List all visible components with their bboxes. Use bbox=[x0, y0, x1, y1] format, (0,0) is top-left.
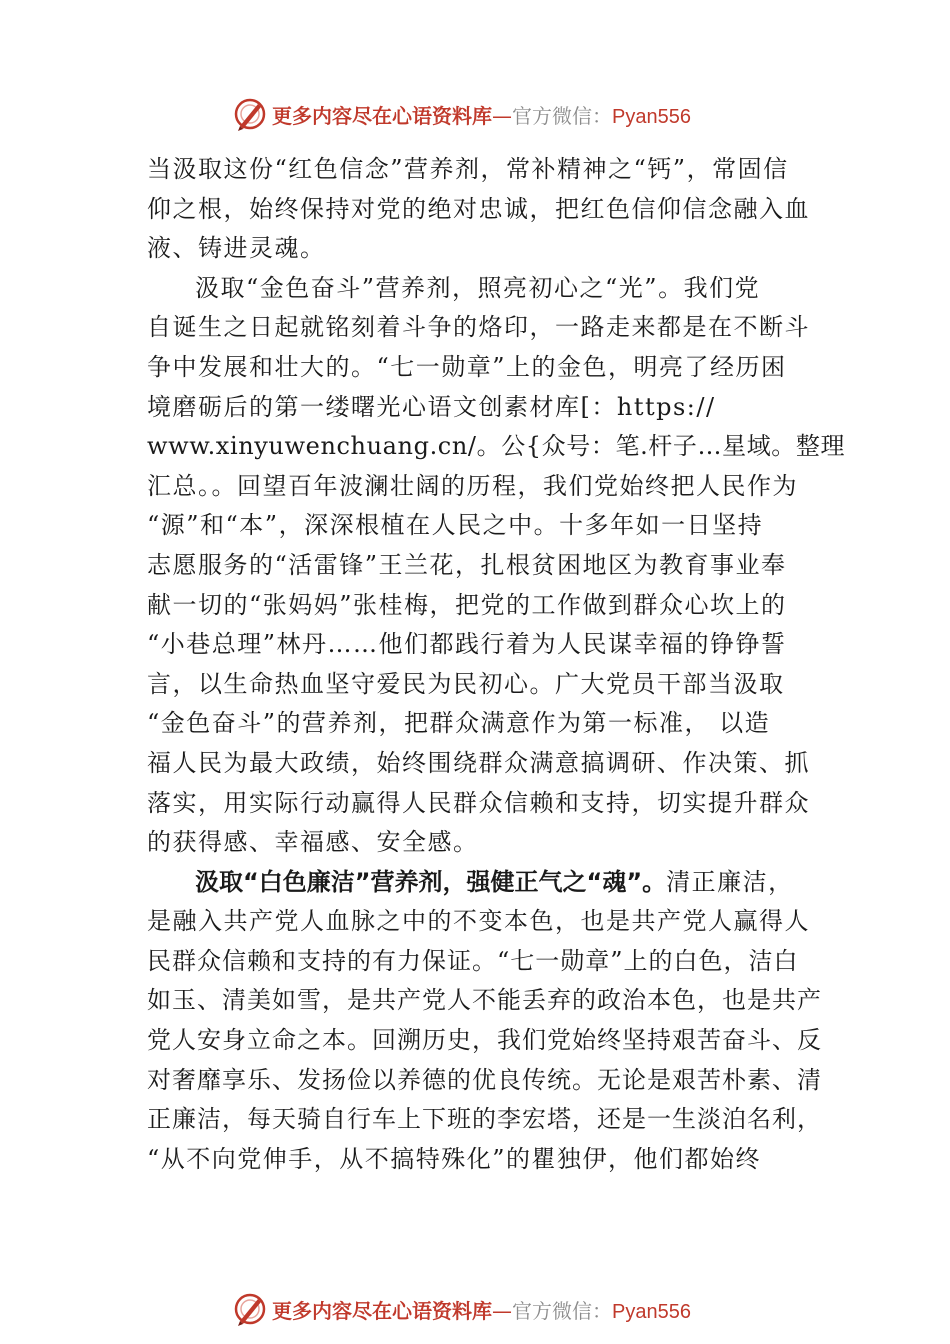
footer-wechat-label: 官方微信： bbox=[512, 1298, 612, 1323]
text-line: 志愿服务的“活雷锋”王兰花，扎根贫困地区为教育事业奉 bbox=[147, 550, 787, 579]
footer-wechat-id: Pyan556 bbox=[612, 1300, 691, 1323]
text-line: 言，以生命热血坚守爱民为民初心。广大党员干部当汲取 bbox=[147, 669, 785, 698]
text-line: 正廉洁，每天骑自行车上下班的李宏塔，还是一生淡泊名利， bbox=[147, 1105, 822, 1134]
text-line: 仰之根，始终保持对党的绝对忠诚，把红色信仰信念融入血 bbox=[147, 194, 810, 223]
text-line: www.xinyuwenchuang.cn/。公{众号：笔.杆子…星域。整理 bbox=[147, 432, 846, 461]
text-line: 福人民为最大政绩，始终围绕群众满意搞调研、作决策、抓 bbox=[147, 748, 810, 777]
pen-circle-logo-icon bbox=[232, 96, 268, 132]
text-line: 如玉、清美如雪，是共产党人不能丢弃的政治本色，也是共产 bbox=[147, 986, 822, 1015]
text-line: 的获得感、幸福感、安全感。 bbox=[147, 828, 479, 857]
paragraph-start: 汲取“金色奋斗”营养剂，照亮初心之“光”。我们党 bbox=[195, 273, 761, 302]
paragraph-start bbox=[147, 863, 827, 903]
text-line: 汇总。。回望百年波澜壮阔的历程，我们党始终把人民作为 bbox=[147, 471, 798, 500]
text-line: 民群众信赖和支持的有力保证。“七一勋章”上的白色，洁白 bbox=[147, 946, 799, 975]
text-line: “源”和“本”，深深根植在人民之中。十多年如一日坚持 bbox=[147, 511, 764, 540]
text-line: “小巷总理”林丹……他们都践行着为人民谋幸福的铮铮誓 bbox=[147, 630, 787, 659]
text-line: 党人安身立命之本。回溯历史，我们党始终坚持艰苦奋斗、反 bbox=[147, 1026, 822, 1055]
text-line: 是融入共产党人血脉之中的不变本色，也是共产党人赢得人 bbox=[147, 907, 810, 936]
heading-continuation: 清正廉洁， bbox=[666, 867, 794, 896]
text-line: “金色奋斗”的营养剂，把群众满意作为第一标准， 以造 bbox=[147, 709, 771, 738]
header-wechat-id: Pyan556 bbox=[612, 105, 691, 128]
text-line: 当汲取这份“红色信念”营养剂，常补精神之“钙”，常固信 bbox=[147, 155, 789, 183]
text-line: 争中发展和壮大的。“七一勋章”上的金色，明亮了经历困 bbox=[147, 352, 787, 381]
text-line: “从不向党伸手，从不搞特殊化”的瞿独伊，他们都始终 bbox=[147, 1144, 762, 1173]
footer-banner-text bbox=[272, 1295, 691, 1324]
bold-heading: 汲取“白色廉洁”营养剂，强健正气之“魂”。 bbox=[195, 867, 667, 896]
text-line: 液、铸进灵魂。 bbox=[147, 234, 326, 263]
document-body bbox=[147, 150, 846, 1179]
footer-dash: — bbox=[492, 1298, 512, 1323]
text-line: 境磨砺后的第一缕曙光心语文创素材库[：https:// bbox=[147, 392, 716, 421]
text-line: 自诞生之日起就铭刻着斗争的烙印，一路走来都是在不断斗 bbox=[147, 313, 810, 342]
header-site-name: 更多内容尽在心语资料库 bbox=[272, 103, 492, 128]
header-wechat-label: 官方微信： bbox=[512, 103, 612, 128]
header-banner bbox=[232, 95, 752, 133]
footer-banner bbox=[232, 1290, 752, 1328]
footer-site-name: 更多内容尽在心语资料库 bbox=[272, 1298, 492, 1323]
pen-circle-logo-icon bbox=[232, 1291, 268, 1327]
header-banner-text bbox=[272, 100, 691, 129]
text-line: 对奢靡享乐、发扬俭以养德的优良传统。无论是艰苦朴素、清 bbox=[147, 1065, 822, 1094]
text-line: 落实，用实际行动赢得人民群众信赖和支持，切实提升群众 bbox=[147, 788, 810, 817]
text-line: 献一切的“张妈妈”张桂梅，把党的工作做到群众心坎上的 bbox=[147, 590, 787, 619]
header-dash: — bbox=[492, 103, 512, 128]
